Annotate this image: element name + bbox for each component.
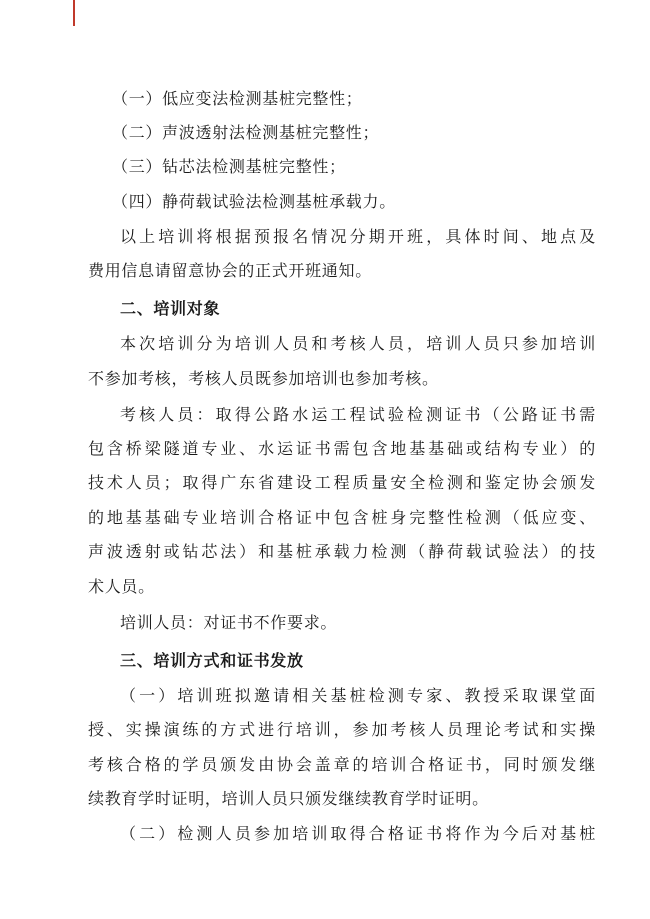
assess-paragraph-line-5: 声波透射或钻芯法）和基桩承载力检测（静荷载试验法）的技 <box>88 542 596 561</box>
method2-paragraph-line-1: （二）检测人员参加培训取得合格证书将作为今后对基桩 <box>120 824 596 843</box>
list-item-2: （二）声波透射法检测基桩完整性； <box>112 123 380 142</box>
margin-mark <box>73 0 75 26</box>
method-paragraph-line-3: 考核合格的学员颁发由协会盖章的培训合格证书，同时颁发继 <box>88 755 596 774</box>
list-item-4: （四）静荷载试验法检测基桩承载力。 <box>112 192 396 211</box>
list-item-1: （一）低应变法检测基桩完整性； <box>112 89 363 108</box>
method-paragraph-line-1: （一）培训班拟邀请相关基桩检测专家、教授采取课堂面 <box>120 686 596 705</box>
method-paragraph-line-2: 授、实操演练的方式进行培训，参加考核人员理论考试和实操 <box>88 720 596 739</box>
section-heading-method: 三、培训方式和证书发放 <box>120 651 304 670</box>
assess-paragraph-line-6: 术人员。 <box>88 577 155 596</box>
trainees-paragraph: 培训人员：对证书不作要求。 <box>120 613 338 632</box>
targets-paragraph-line-1: 本次培训分为培训人员和考核人员，培训人员只参加培训 <box>120 334 596 353</box>
section-heading-targets: 二、培训对象 <box>120 299 221 318</box>
assess-paragraph-line-4: 的地基基础专业培训合格证中包含桩身完整性检测（低应变、 <box>88 508 596 527</box>
schedule-paragraph-line-2: 费用信息请留意协会的正式开班通知。 <box>88 261 372 280</box>
assess-paragraph-line-1: 考核人员：取得公路水运工程试验检测证书（公路证书需 <box>120 405 596 424</box>
assess-paragraph-line-3: 技术人员；取得广东省建设工程质量安全检测和鉴定协会颁发 <box>88 473 596 492</box>
list-item-3: （三）钻芯法检测基桩完整性； <box>112 157 346 176</box>
method-paragraph-line-4: 续教育学时证明，培训人员只颁发继续教育学时证明。 <box>88 789 489 808</box>
assess-paragraph-line-2: 包含桥梁隧道专业、水运证书需包含地基基础或结构专业）的 <box>88 439 596 458</box>
targets-paragraph-line-2: 不参加考核，考核人员既参加培训也参加考核。 <box>88 369 439 388</box>
schedule-paragraph-line-1: 以上培训将根据预报名情况分期开班，具体时间、地点及 <box>120 227 596 246</box>
